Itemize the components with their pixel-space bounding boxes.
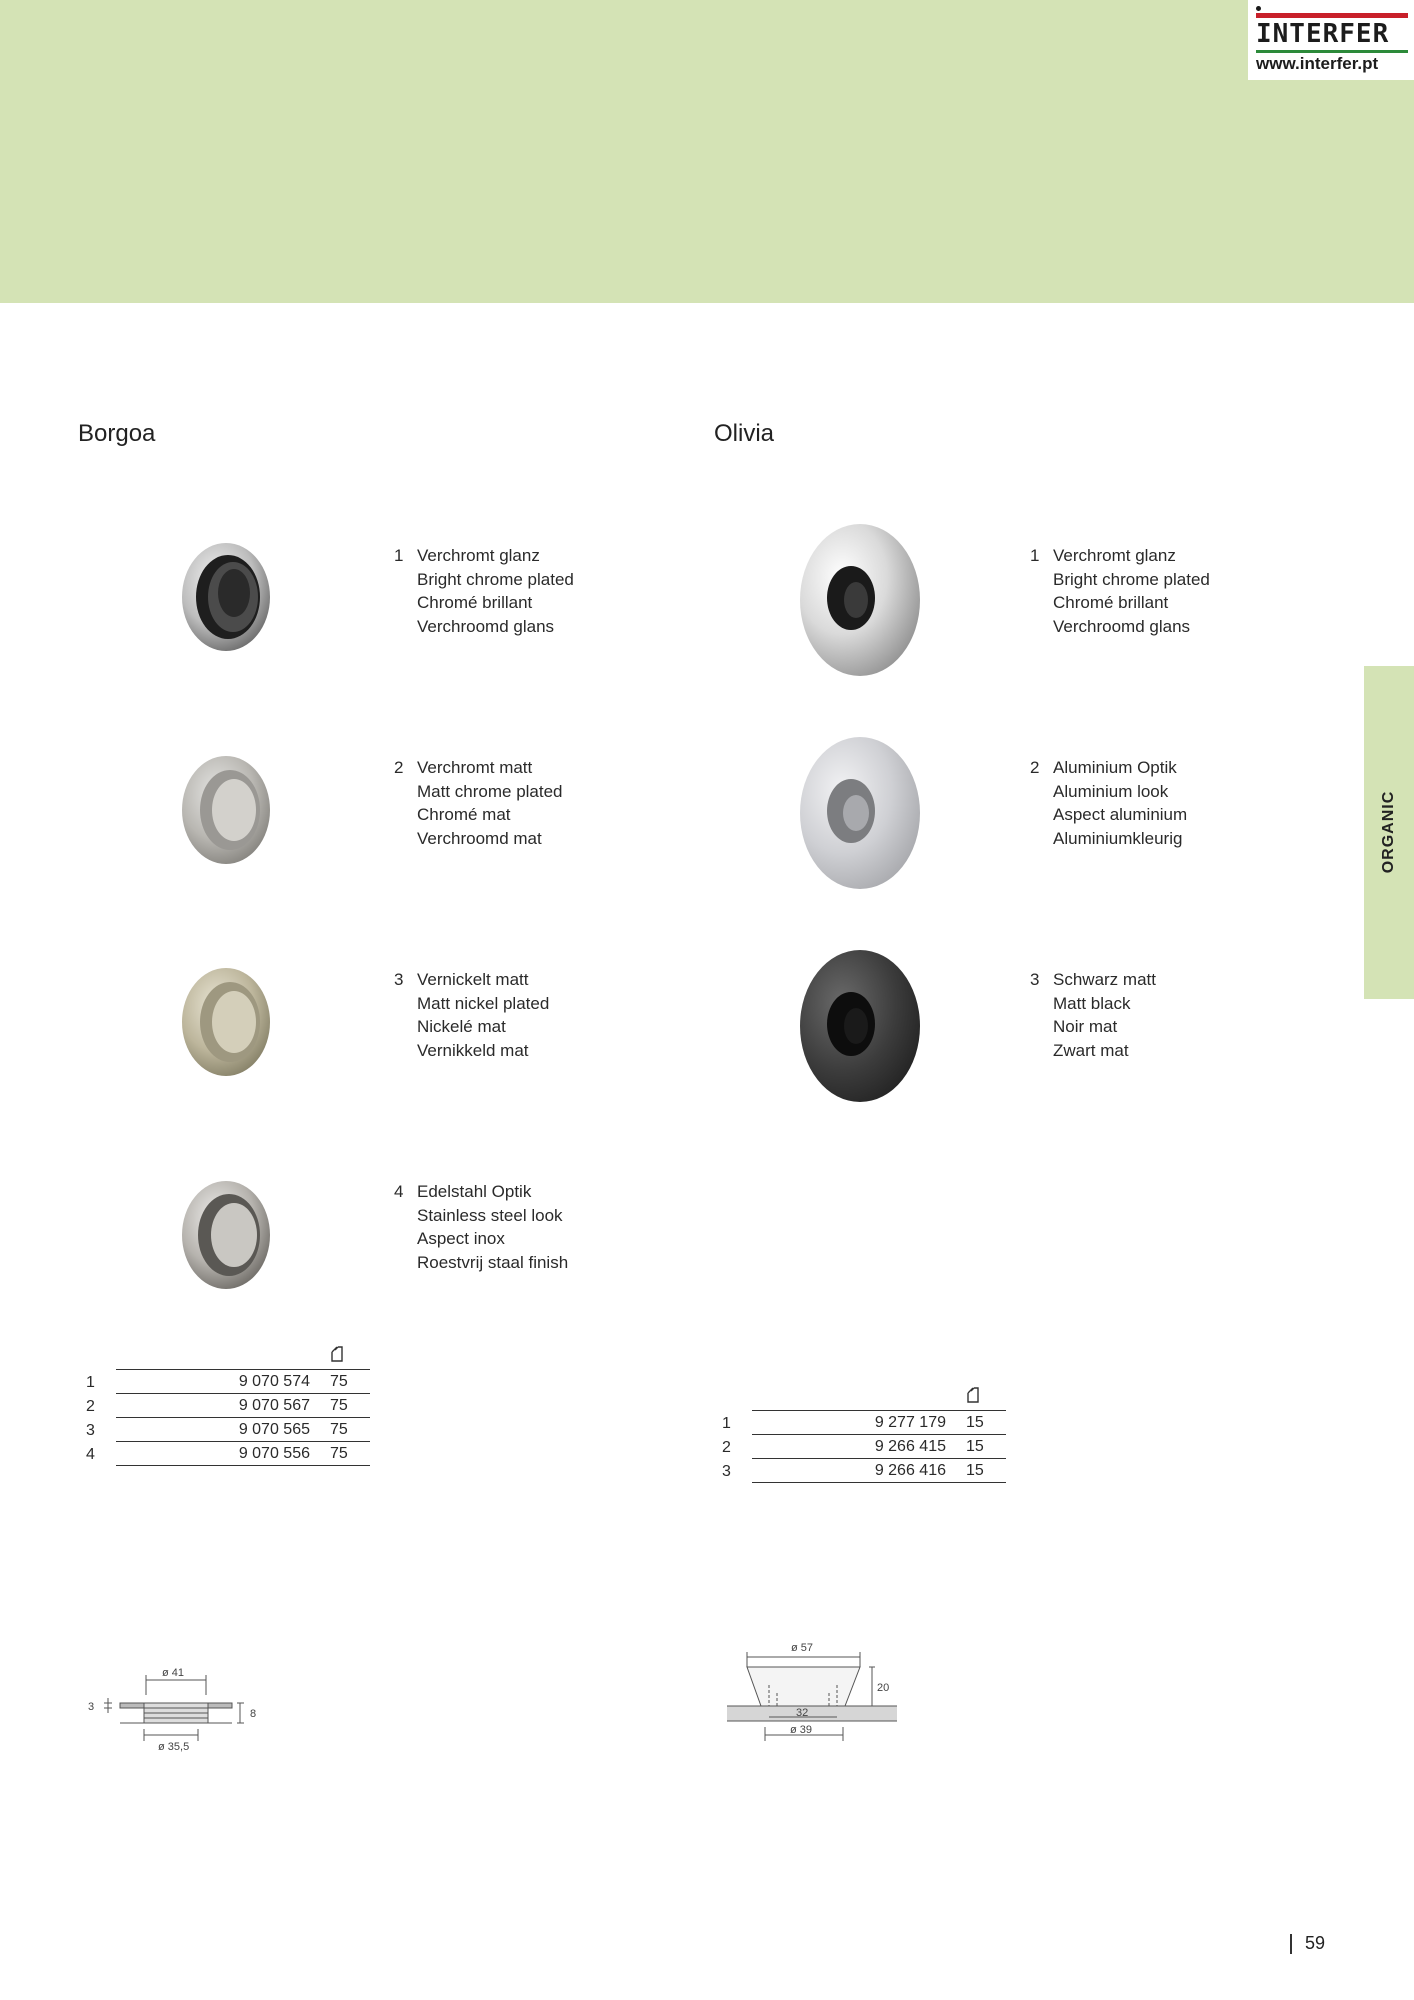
item-line-fr: Chromé mat [417,805,511,824]
item-line-nl: Vernikkeld mat [417,1040,529,1060]
article-number: 9 266 416 [752,1459,966,1483]
item-line-nl: Aluminiumkleurig [1053,828,1183,848]
page-number: 59 [1305,1933,1326,1953]
pack-quantity: 15 [966,1435,1006,1459]
borgoa-nickel-image [178,958,274,1078]
item-number: 4 [394,1182,404,1201]
pack-quantity: 75 [330,1394,370,1418]
borgoa-dimension-drawing [80,1665,270,1755]
olivia-black-image [796,946,926,1106]
section-side-tab[interactable] [1364,666,1414,999]
pack-quantity: 15 [966,1459,1006,1483]
article-number: 9 070 565 [116,1418,330,1442]
item-line-nl: Verchroomd mat [417,828,542,848]
item-line-en: Stainless steel look [417,1205,563,1225]
borgoa-steel-image [178,1171,274,1291]
pack-quantity: 75 [330,1442,370,1466]
item-number: 1 [394,546,404,565]
article-number: 9 070 574 [116,1370,330,1394]
olivia-aluminium-image [796,733,926,893]
article-number: 9 277 179 [752,1411,966,1435]
row-index: 3 [722,1462,731,1480]
item-line-de: Verchromt glanz [417,546,540,565]
item-line-de: Aluminium Optik [1053,758,1177,777]
item-number: 3 [1030,970,1040,989]
pack-quantity: 75 [330,1370,370,1394]
table-row [86,1442,370,1466]
dim-diameter-top: ø 57 [791,1642,814,1654]
table-header-row [722,1386,1006,1411]
side-tab-label: ORGANIC [1380,790,1397,874]
item-line-nl: Roestvrij staal finish [417,1252,569,1272]
table-header-row [86,1345,370,1370]
borgoa-chrome-image [178,533,274,653]
table-row [722,1435,1006,1459]
item-line-nl: Zwart mat [1053,1040,1129,1060]
item-number: 3 [394,970,404,989]
row-index: 1 [722,1414,731,1432]
header-band [0,0,1414,303]
table-row [86,1370,370,1394]
item-line-de: Schwarz matt [1053,970,1156,989]
logo-name: INTERFER [1256,19,1390,49]
row-index: 2 [86,1397,95,1415]
item-line-en: Matt chrome plated [417,781,563,801]
row-index: 4 [86,1445,95,1463]
item-line-en: Bright chrome plated [1053,569,1210,589]
borgoa-order-table [86,1345,370,1466]
article-number: 9 070 556 [116,1442,330,1466]
dim-diameter-top: ø 41 [162,1667,185,1679]
package-quantity-icon [966,1387,980,1403]
item-line-fr: Nickelé mat [417,1017,506,1036]
article-number: 9 070 567 [116,1394,330,1418]
item-line-en: Matt black [1053,993,1131,1013]
logo-dot [1256,6,1261,11]
table-row [86,1394,370,1418]
interfer-logo[interactable] [1248,0,1414,80]
article-number: 9 266 415 [752,1435,966,1459]
pack-quantity: 15 [966,1411,1006,1435]
item-line-nl: Verchroomd glans [1053,616,1191,636]
item-line-en: Aluminium look [1053,781,1169,801]
row-index: 3 [86,1421,95,1439]
borgoa-title: Borgoa [78,420,156,447]
olivia-chrome-image [796,520,926,680]
dim-inner-width: 32 [796,1707,809,1719]
olivia-order-table [722,1386,1006,1483]
borgoa-matt-chrome-image [178,746,274,866]
dim-depth: 8 [250,1708,257,1720]
item-line-fr: Noir mat [1053,1017,1118,1036]
item-line-fr: Aspect aluminium [1053,805,1188,824]
page-number-divider [1290,1934,1292,1954]
olivia-dimension-drawing [725,1635,905,1745]
item-line-en: Bright chrome plated [417,569,574,589]
item-number: 2 [394,758,404,777]
dim-diameter-bottom: ø 35,5 [158,1741,190,1753]
dim-diameter-bottom: ø 39 [790,1724,813,1736]
dim-flange: 3 [88,1701,95,1713]
item-line-fr: Aspect inox [417,1229,505,1248]
item-line-fr: Chromé brillant [417,593,533,612]
item-line-nl: Verchroomd glans [417,616,555,636]
package-quantity-icon [330,1346,344,1362]
item-line-de: Verchromt glanz [1053,546,1176,565]
logo-green-stripe [1256,50,1408,53]
table-row [722,1459,1006,1483]
item-number: 1 [1030,546,1040,565]
logo-red-stripe [1256,13,1408,18]
item-line-en: Matt nickel plated [417,993,550,1013]
dim-height: 20 [877,1682,890,1694]
olivia-title: Olivia [714,420,775,447]
item-number: 2 [1030,758,1040,777]
item-line-fr: Chromé brillant [1053,593,1169,612]
item-line-de: Vernickelt matt [417,970,529,989]
logo-url[interactable]: www.interfer.pt [1256,54,1379,73]
table-row [722,1411,1006,1435]
row-index: 1 [86,1373,95,1391]
table-row [86,1418,370,1442]
pack-quantity: 75 [330,1418,370,1442]
item-line-de: Edelstahl Optik [417,1182,532,1201]
item-line-de: Verchromt matt [417,758,533,777]
row-index: 2 [722,1438,731,1456]
